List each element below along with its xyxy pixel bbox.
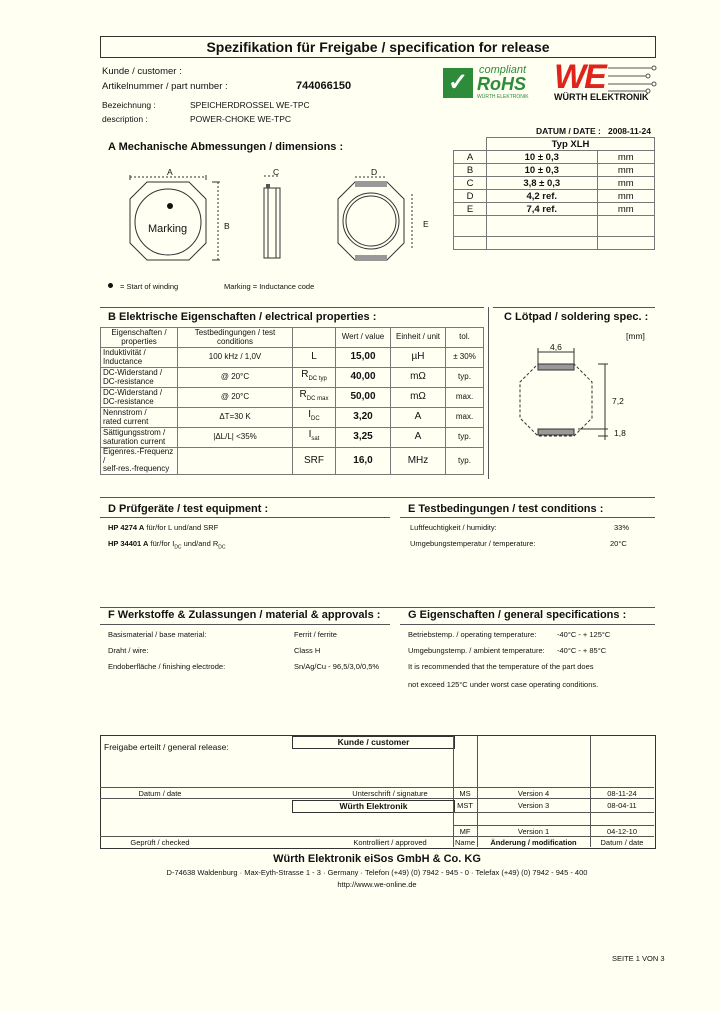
- col-header: tol.: [446, 328, 484, 348]
- equipment-name: HP 34401 A: [108, 539, 149, 548]
- table-row: [101, 388, 484, 408]
- desc-value: POWER-CHOKE WE-TPC: [190, 114, 292, 124]
- section-b-title: B Elektrische Eigenschaften / electrical properties :: [108, 311, 377, 323]
- signature-caption: Unterschrift / signature: [352, 789, 428, 798]
- rev-by: MS: [459, 789, 471, 798]
- table-row: [101, 348, 484, 368]
- value: 40,00: [336, 368, 391, 388]
- dim-a-label: A: [167, 167, 173, 177]
- symbol: R: [299, 389, 307, 401]
- tolerance: max.: [446, 408, 484, 428]
- tolerance: typ.: [446, 368, 484, 388]
- footer-url[interactable]: http://www.we-online.de: [337, 880, 417, 889]
- condition-key: Luftfeuchtigkeit / humidity:: [410, 523, 497, 532]
- dim-b-label: B: [224, 221, 230, 231]
- dim-row-unit: mm: [597, 190, 654, 203]
- condition: [178, 448, 293, 475]
- pad-height: 7,2: [612, 396, 624, 406]
- release-label: Freigabe erteilt / general release:: [104, 742, 229, 752]
- dim-row-value: 7,4 ref.: [487, 203, 598, 216]
- dim-row-key: C: [454, 177, 487, 190]
- dim-row-key: E: [454, 203, 487, 216]
- condition: 100 kHz / 1,0V: [178, 348, 293, 368]
- unit: mΩ: [391, 388, 446, 408]
- general-note: It is recommended that the temperature of the part does: [408, 662, 594, 671]
- symbol-sub: DC: [311, 416, 320, 423]
- dim-d-label: D: [371, 167, 378, 177]
- condition: ΔT=30 K: [178, 408, 293, 428]
- general-key: Umgebungstemp. / ambient temperature:: [408, 646, 545, 655]
- symbol: R: [301, 369, 309, 381]
- prop-en: rated current: [103, 416, 149, 426]
- material-key: Endoberfläche / finishing electrode:: [108, 662, 226, 671]
- value: 50,00: [336, 388, 391, 408]
- section-f-title: F Werkstoffe & Zulassungen / material & approvals :: [108, 609, 381, 621]
- dim-row-value: 10 ± 0,3: [487, 164, 598, 177]
- dim-row-key: D: [454, 190, 487, 203]
- prop-de: Nennstrom /: [103, 408, 147, 417]
- we-mark: WE: [554, 58, 605, 96]
- rev-by: MST: [457, 801, 473, 810]
- rev-date: 08-11-24: [607, 789, 637, 798]
- unit: µH: [391, 348, 446, 368]
- date-caption: Datum / date: [138, 789, 182, 798]
- value: 3,25: [336, 428, 391, 448]
- unit: mΩ: [391, 368, 446, 388]
- prop-en: self-res.-frequency: [103, 464, 170, 473]
- checked-caption: Geprüft / checked: [130, 838, 190, 847]
- dim-row-key: B: [454, 164, 487, 177]
- rev-date: 08-04-11: [607, 801, 637, 810]
- material-key: Basismaterial / base material:: [108, 630, 207, 639]
- rohs-compliant-text: compliant: [479, 64, 527, 76]
- prop-en: DC-resistance: [103, 396, 154, 406]
- rohs-text: RoHS: [477, 74, 526, 94]
- footer-address: D-74638 Waldenburg · Max-Eyth-Strasse 1 - 3 · Germany · Telefon (+49) (0) 7942 - 945 - 0 · Telefax (+49) (0) 7942 - 945 - 400: [166, 868, 588, 877]
- prop-de: Induktivität /: [103, 348, 146, 357]
- material-value: Class H: [294, 646, 321, 655]
- dim-c-label: C: [273, 167, 280, 177]
- value: 16,0: [336, 448, 391, 475]
- date-value: 2008-11-24: [608, 126, 652, 136]
- section-e-title: E Testbedingungen / test conditions :: [408, 503, 604, 515]
- prop-en: DC-resistance: [103, 376, 154, 386]
- prop-de: Eigenres.-Frequenz /: [103, 447, 174, 465]
- table-row: [101, 428, 484, 448]
- part-number: 744066150: [296, 80, 352, 92]
- value: 3,20: [336, 408, 391, 428]
- typ-header: Typ XLH: [487, 138, 655, 151]
- symbol-sub: DC typ: [308, 376, 327, 383]
- symbol-sub: DC max: [306, 396, 329, 403]
- electrical-table: [100, 327, 484, 475]
- dim-row-unit: mm: [597, 164, 654, 177]
- rev-header-date: Datum / date: [600, 838, 644, 847]
- condition: @ 20°C: [178, 368, 293, 388]
- tolerance: typ.: [446, 448, 484, 475]
- date-label: DATUM / DATE :: [536, 126, 601, 136]
- dim-row-value: 3,8 ± 0,3: [487, 177, 598, 190]
- wuerth-header: Würth Elektronik: [292, 800, 455, 813]
- prop-en: saturation current: [103, 436, 166, 446]
- rev-version: Version 4: [517, 789, 550, 798]
- rohs-check-icon: ✓: [443, 68, 473, 98]
- equipment-sub: DC: [218, 544, 226, 551]
- equipment-row: [108, 539, 225, 553]
- col-header: Wert / value: [336, 328, 391, 348]
- marking-label: Marking: [148, 223, 188, 235]
- tolerance: typ.: [446, 428, 484, 448]
- pad-unit: [mm]: [626, 331, 645, 341]
- equipment-use: für/for L und/and SRF: [146, 523, 219, 532]
- page-title: Spezifikation für Freigabe / specification for release: [206, 39, 550, 55]
- rev-by: MF: [459, 827, 471, 836]
- bez-label: Bezeichnung :: [102, 100, 156, 110]
- col-header: Testbedingungen / test conditions: [178, 328, 293, 348]
- rev-header-mod: Änderung / modification: [490, 838, 577, 847]
- title-box: [100, 36, 656, 58]
- prop-de: DC-Widerstand /: [103, 388, 163, 397]
- pad-width: 4,6: [550, 342, 562, 352]
- tolerance: ± 30%: [446, 348, 484, 368]
- customer-label: Kunde / customer :: [102, 66, 182, 77]
- symbol-sub: sat: [311, 436, 320, 443]
- symbol: I: [308, 409, 312, 421]
- equipment-row: [108, 523, 218, 532]
- general-note: not exceed 125°C under worst case operating conditions.: [408, 680, 599, 689]
- dim-row-unit: mm: [597, 203, 654, 216]
- material-value: Sn/Ag/Cu - 96,5/3,0/0,5%: [294, 662, 380, 671]
- table-row: [101, 408, 484, 428]
- table-row: [101, 448, 484, 475]
- dim-row-unit: mm: [597, 177, 654, 190]
- section-g-title: G Eigenschaften / general specifications :: [408, 609, 627, 621]
- rev-version: Version 1: [517, 827, 550, 836]
- symbol: SRF: [293, 448, 336, 475]
- prop-de: DC-Widerstand /: [103, 368, 163, 377]
- general-value: -40°C - + 85°C: [557, 646, 607, 655]
- rohs-logo: [443, 64, 543, 100]
- legend-start-winding: = Start of winding: [120, 282, 179, 291]
- symbol: I: [308, 429, 312, 441]
- part-label: Artikelnummer / part number :: [102, 81, 228, 92]
- we-logo: [548, 58, 658, 104]
- symbol: L: [293, 348, 336, 368]
- condition-value: 20°C: [610, 539, 627, 548]
- col-header: Einheit / unit: [391, 328, 446, 348]
- bez-value: SPEICHERDROSSEL WE-TPC: [190, 100, 310, 110]
- pad-thickness: 1,8: [614, 428, 626, 438]
- equipment-name: HP 4274 A: [108, 523, 145, 532]
- equipment-use: für/for I: [150, 539, 175, 548]
- legend-marking: Marking = Inductance code: [224, 282, 315, 291]
- value: 15,00: [336, 348, 391, 368]
- equipment-sub: DC: [174, 544, 182, 551]
- dim-row-value: 10 ± 0,3: [487, 151, 598, 164]
- dim-row-value: 4,2 ref.: [487, 190, 598, 203]
- condition: |ΔL/L| <35%: [178, 428, 293, 448]
- rohs-sub-text: WÜRTH ELEKTRONIK: [477, 94, 529, 100]
- winding-dot-icon: [108, 283, 113, 288]
- dimension-table: [453, 137, 655, 250]
- footer-company: Würth Elektronik eiSos GmbH & Co. KG: [273, 853, 481, 865]
- prop-en: Inductance: [103, 356, 143, 366]
- condition: @ 20°C: [178, 388, 293, 408]
- unit: A: [391, 428, 446, 448]
- section-c-title: C Lötpad / soldering spec. :: [504, 311, 649, 323]
- section-d-title: D Prüfgeräte / test equipment :: [108, 503, 269, 515]
- brand-text: WÜRTH ELEKTRONIK: [554, 92, 649, 102]
- kunde-header: Kunde / customer: [292, 736, 455, 749]
- equipment-use: und/and R: [181, 539, 219, 548]
- rev-date: 04-12-10: [606, 827, 638, 836]
- dim-e-label: E: [423, 219, 429, 229]
- rev-version: Version 3: [517, 801, 550, 810]
- desc-label: description :: [102, 114, 148, 124]
- prop-de: Sättigungsstrom /: [103, 428, 166, 437]
- table-row: [101, 368, 484, 388]
- condition-value: 33%: [614, 523, 630, 532]
- page-number: SEITE 1 VON 3: [612, 954, 665, 963]
- approved-caption: Kontrolliert / approved: [353, 838, 427, 847]
- section-a-title: A Mechanische Abmessungen / dimensions :: [108, 141, 344, 153]
- tolerance: max.: [446, 388, 484, 408]
- unit: MHz: [391, 448, 446, 475]
- condition-key: Umgebungstemperatur / temperature:: [410, 539, 536, 548]
- material-key: Draht / wire:: [108, 646, 149, 655]
- rev-header-name: Name: [454, 838, 475, 847]
- dim-row-key: A: [454, 151, 487, 164]
- unit: A: [391, 408, 446, 428]
- col-header: Eigenschaften / properties: [101, 328, 178, 348]
- we-circuit-icon: [608, 62, 658, 94]
- general-key: Betriebstemp. / operating temperature:: [408, 630, 537, 639]
- dim-row-unit: mm: [597, 151, 654, 164]
- material-value: Ferrit / ferrite: [294, 630, 337, 639]
- general-value: -40°C - + 125°C: [557, 630, 611, 639]
